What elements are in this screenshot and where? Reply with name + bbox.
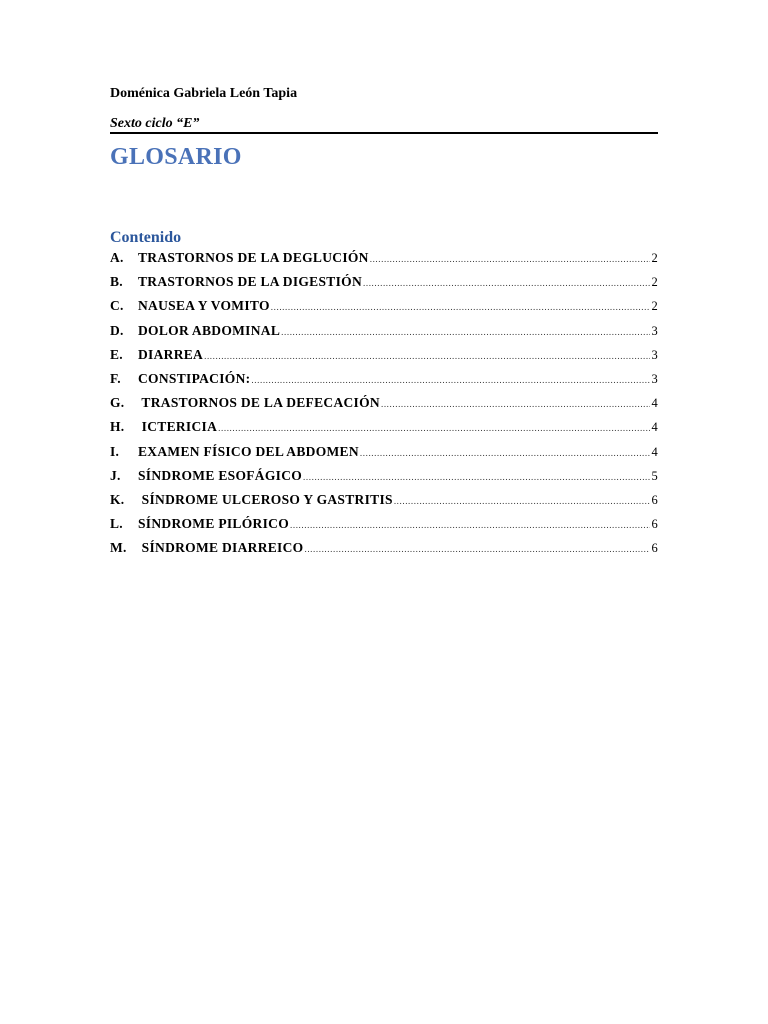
toc-dot-leader — [363, 278, 650, 288]
toc-entry[interactable] — [110, 516, 658, 540]
toc-entry-title[interactable]: DOLOR ABDOMINAL — [138, 322, 281, 338]
toc-dot-leader — [290, 520, 650, 530]
toc-entry-letter: K. — [110, 491, 125, 507]
toc-entry-title[interactable]: TRASTORNOS DE LA DEFECACIÓN — [138, 395, 380, 411]
toc-dot-leader — [281, 327, 650, 337]
toc-dot-leader — [394, 496, 651, 506]
toc-entry-letter: D. — [110, 322, 124, 338]
toc-entry-title[interactable]: DIARREA — [138, 346, 204, 362]
toc-entry-letter: M. — [110, 540, 127, 556]
toc-entry-page-number[interactable]: 4 — [651, 420, 658, 435]
toc-entry[interactable] — [110, 492, 658, 516]
toc-entry-letter: J. — [110, 467, 121, 483]
table-of-contents — [110, 250, 658, 564]
toc-entry-letter: L. — [110, 516, 123, 532]
toc-dot-leader — [304, 544, 650, 554]
toc-dot-leader — [360, 448, 651, 458]
author-name: Doménica Gabriela León Tapia — [110, 86, 298, 101]
toc-entry-page-number[interactable]: 6 — [651, 492, 658, 507]
toc-entry-letter: F. — [110, 370, 121, 386]
toc-entry-page-number[interactable]: 6 — [651, 517, 658, 532]
toc-entry[interactable] — [110, 371, 658, 395]
toc-dot-leader — [204, 351, 650, 361]
toc-entry-page-number[interactable]: 6 — [651, 541, 658, 556]
toc-entry-page-number[interactable]: 3 — [651, 323, 658, 338]
toc-entry-page-number[interactable]: 2 — [651, 251, 658, 265]
toc-entry[interactable] — [110, 468, 658, 492]
toc-entry-title[interactable]: ICTERICIA — [138, 419, 218, 435]
toc-entry-title[interactable]: NAUSEA Y VOMITO — [138, 298, 270, 314]
toc-entry[interactable] — [110, 395, 658, 419]
toc-dot-leader — [370, 254, 651, 264]
toc-dot-leader — [271, 302, 651, 312]
toc-dot-leader — [303, 472, 650, 482]
toc-entry-page-number[interactable]: 2 — [651, 299, 658, 314]
header-divider — [110, 132, 658, 134]
course-label: Sexto ciclo “E” — [110, 116, 200, 131]
toc-entry-letter: I. — [110, 443, 120, 459]
toc-entry-title[interactable]: SÍNDROME ESOFÁGICO — [138, 467, 303, 483]
toc-entry-letter: C. — [110, 298, 124, 314]
toc-entry[interactable] — [110, 298, 658, 322]
toc-entry-page-number[interactable]: 3 — [651, 347, 658, 362]
toc-entry-title[interactable]: EXAMEN FÍSICO DEL ABDOMEN — [138, 443, 359, 459]
toc-entry[interactable] — [110, 444, 658, 468]
toc-entry-title[interactable]: CONSTIPACIÓN: — [138, 370, 251, 386]
toc-entry-title[interactable]: TRASTORNOS DE LA DIGESTIÓN — [138, 274, 362, 290]
toc-dot-leader — [218, 423, 650, 433]
toc-dot-leader — [381, 399, 650, 409]
toc-entry-page-number[interactable]: 2 — [651, 275, 658, 290]
toc-entry[interactable] — [110, 250, 658, 274]
toc-entry-title[interactable]: SÍNDROME DIARREICO — [138, 540, 304, 556]
toc-entry-letter: B. — [110, 274, 123, 290]
toc-entry-page-number[interactable]: 4 — [651, 396, 658, 411]
toc-entry-letter: A. — [110, 250, 124, 265]
toc-entry[interactable] — [110, 347, 658, 371]
toc-entry[interactable] — [110, 540, 658, 564]
toc-entry-page-number[interactable]: 3 — [651, 371, 658, 386]
toc-heading: Contenido — [110, 229, 182, 246]
toc-entry-letter: H. — [110, 419, 125, 435]
toc-entry[interactable] — [110, 323, 658, 347]
toc-entry-page-number[interactable]: 4 — [651, 444, 658, 459]
toc-entry-title[interactable]: TRASTORNOS DE LA DEGLUCIÓN — [138, 250, 369, 265]
toc-entry-letter: E. — [110, 346, 123, 362]
toc-dot-leader — [251, 375, 650, 385]
document-title: GLOSARIO — [110, 144, 242, 170]
toc-entry[interactable] — [110, 274, 658, 298]
toc-entry[interactable] — [110, 419, 658, 443]
toc-entry-title[interactable]: SÍNDROME PILÓRICO — [138, 516, 289, 532]
toc-entry-letter: G. — [110, 395, 125, 411]
toc-entry-title[interactable]: SÍNDROME ULCEROSO Y GASTRITIS — [138, 491, 393, 507]
toc-entry-page-number[interactable]: 5 — [651, 468, 658, 483]
